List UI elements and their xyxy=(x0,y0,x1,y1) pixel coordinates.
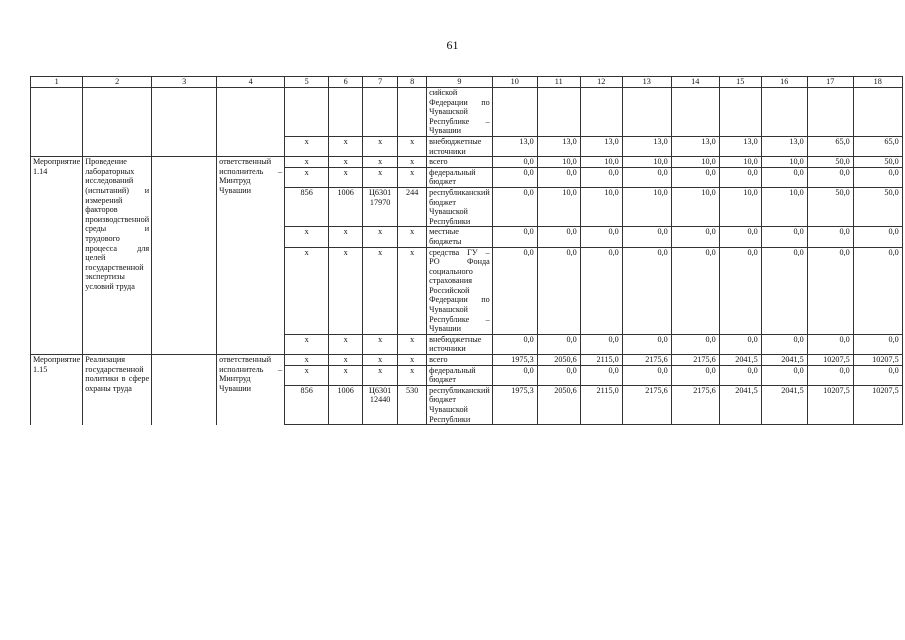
cell-empty xyxy=(83,88,152,157)
code-grbs: 856 xyxy=(285,385,329,424)
value-cell: 10,0 xyxy=(761,187,807,226)
column-number: 15 xyxy=(719,77,761,88)
value-cell: 0,0 xyxy=(537,247,580,334)
value-cell: 50,0 xyxy=(807,157,853,168)
value-cell: 2115,0 xyxy=(580,385,622,424)
column-number: 14 xyxy=(671,77,719,88)
cell-empty xyxy=(152,355,217,425)
value-cell: 2041,5 xyxy=(719,355,761,366)
code-section: х xyxy=(329,227,363,247)
funding-source: местные бюджеты xyxy=(427,227,493,247)
value-cell: 2175,6 xyxy=(671,385,719,424)
table-body xyxy=(31,77,903,425)
funding-source: всего xyxy=(427,355,493,366)
column-number: 17 xyxy=(807,77,853,88)
code-target: х xyxy=(363,167,398,187)
value-cell: 65,0 xyxy=(853,136,902,156)
budget-table xyxy=(30,76,903,425)
value-cell: 10,0 xyxy=(761,157,807,168)
code-grbs: х xyxy=(285,355,329,366)
column-number: 10 xyxy=(492,77,537,88)
value-cell: 0,0 xyxy=(853,167,902,187)
value-cell: 10207,5 xyxy=(807,355,853,366)
value-cell: 13,0 xyxy=(719,136,761,156)
cell-empty xyxy=(580,88,622,137)
value-cell: 0,0 xyxy=(807,334,853,354)
measure-name: Проведение лабораторных исследований (испытаний) и измерений факторов производственной среды и трудового процесса для целей государственной экспертизы условий труда xyxy=(83,157,152,355)
value-cell: 0,0 xyxy=(853,365,902,385)
column-number: 6 xyxy=(329,77,363,88)
value-cell: 2175,6 xyxy=(622,355,671,366)
code-expense-type: х xyxy=(398,157,427,168)
column-number: 2 xyxy=(83,77,152,88)
code-section: х xyxy=(329,136,363,156)
value-cell: 10207,5 xyxy=(853,355,902,366)
column-number-row xyxy=(31,77,903,88)
value-cell: 0,0 xyxy=(671,334,719,354)
column-number: 5 xyxy=(285,77,329,88)
value-cell: 13,0 xyxy=(761,136,807,156)
code-grbs: х xyxy=(285,365,329,385)
value-cell: 0,0 xyxy=(807,227,853,247)
value-cell: 0,0 xyxy=(671,167,719,187)
funding-source: федеральный бюджет xyxy=(427,167,493,187)
measure-executor: ответственный исполнитель – Минтруд Чувашии xyxy=(217,157,285,355)
value-cell: 13,0 xyxy=(580,136,622,156)
value-cell: 1975,3 xyxy=(492,385,537,424)
value-cell: 0,0 xyxy=(719,227,761,247)
value-cell: 10207,5 xyxy=(853,385,902,424)
value-cell: 0,0 xyxy=(492,247,537,334)
value-cell: 0,0 xyxy=(580,365,622,385)
value-cell: 0,0 xyxy=(671,227,719,247)
funding-source: внебюджетные источники xyxy=(427,334,493,354)
cell-empty xyxy=(853,88,902,137)
value-cell: 0,0 xyxy=(807,167,853,187)
cell-empty xyxy=(719,88,761,137)
value-cell: 10207,5 xyxy=(807,385,853,424)
value-cell: 0,0 xyxy=(671,365,719,385)
code-target: х xyxy=(363,365,398,385)
code-section: 1006 xyxy=(329,187,363,226)
value-cell: 10,0 xyxy=(580,157,622,168)
value-cell: 0,0 xyxy=(537,227,580,247)
page-number: 61 xyxy=(446,38,459,52)
value-cell: 2041,5 xyxy=(761,385,807,424)
column-number: 18 xyxy=(853,77,902,88)
value-cell: 0,0 xyxy=(492,187,537,226)
table-row xyxy=(31,355,903,366)
code-target: х xyxy=(363,136,398,156)
value-cell: 0,0 xyxy=(580,227,622,247)
code-target: х xyxy=(363,355,398,366)
code-grbs: х xyxy=(285,167,329,187)
value-cell: 0,0 xyxy=(671,247,719,334)
measure-name: Реализация государственной политики в сфере охраны труда xyxy=(83,355,152,425)
value-cell: 0,0 xyxy=(719,167,761,187)
value-cell: 50,0 xyxy=(853,187,902,226)
value-cell: 10,0 xyxy=(671,157,719,168)
code-section: х xyxy=(329,355,363,366)
code-expense-type: х xyxy=(398,167,427,187)
value-cell: 10,0 xyxy=(671,187,719,226)
value-cell: 0,0 xyxy=(761,365,807,385)
funding-source: средства ГУ – РО Фонда социального страхования Российской Федерации по Чувашской Республике – Чувашии xyxy=(427,247,493,334)
code-grbs: х xyxy=(285,227,329,247)
value-cell: 0,0 xyxy=(853,247,902,334)
value-cell: 0,0 xyxy=(719,247,761,334)
code-grbs: х xyxy=(285,157,329,168)
value-cell: 13,0 xyxy=(622,136,671,156)
cell-empty xyxy=(31,88,83,157)
cell-empty xyxy=(761,88,807,137)
value-cell: 0,0 xyxy=(492,334,537,354)
value-cell: 2115,0 xyxy=(580,355,622,366)
value-cell: 0,0 xyxy=(622,227,671,247)
value-cell: 0,0 xyxy=(761,167,807,187)
cell-empty xyxy=(622,88,671,137)
value-cell: 65,0 xyxy=(807,136,853,156)
value-cell: 2175,6 xyxy=(671,355,719,366)
cell-empty xyxy=(363,88,398,137)
cell-empty xyxy=(492,88,537,137)
value-cell: 0,0 xyxy=(622,247,671,334)
value-cell: 2041,5 xyxy=(761,355,807,366)
value-cell: 50,0 xyxy=(807,187,853,226)
value-cell: 2050,6 xyxy=(537,385,580,424)
cell-empty xyxy=(329,88,363,137)
code-section: х xyxy=(329,157,363,168)
column-number: 13 xyxy=(622,77,671,88)
code-expense-type: х xyxy=(398,136,427,156)
value-cell: 0,0 xyxy=(761,334,807,354)
value-cell: 10,0 xyxy=(622,157,671,168)
value-cell: 1975,3 xyxy=(492,355,537,366)
funding-source: республиканский бюджет Чувашской Республики xyxy=(427,187,493,226)
value-cell: 0,0 xyxy=(492,157,537,168)
cell-empty xyxy=(285,88,329,137)
value-cell: 0,0 xyxy=(761,247,807,334)
measure-executor: ответственный исполнитель – Минтруд Чувашии xyxy=(217,355,285,425)
code-section: х xyxy=(329,334,363,354)
code-section: х xyxy=(329,365,363,385)
column-number: 4 xyxy=(217,77,285,88)
code-section: х xyxy=(329,167,363,187)
code-target: х xyxy=(363,334,398,354)
value-cell: 10,0 xyxy=(719,187,761,226)
value-cell: 0,0 xyxy=(807,247,853,334)
column-number: 9 xyxy=(427,77,493,88)
value-cell: 10,0 xyxy=(622,187,671,226)
column-number: 12 xyxy=(580,77,622,88)
cell-empty xyxy=(807,88,853,137)
value-cell: 0,0 xyxy=(622,167,671,187)
value-cell: 0,0 xyxy=(719,334,761,354)
value-cell: 0,0 xyxy=(622,365,671,385)
value-cell: 0,0 xyxy=(537,365,580,385)
code-grbs: х xyxy=(285,334,329,354)
code-grbs: х xyxy=(285,247,329,334)
value-cell: 13,0 xyxy=(537,136,580,156)
value-cell: 0,0 xyxy=(580,167,622,187)
value-cell: 0,0 xyxy=(719,365,761,385)
value-cell: 0,0 xyxy=(853,334,902,354)
cell-empty xyxy=(537,88,580,137)
value-cell: 0,0 xyxy=(622,334,671,354)
column-number: 11 xyxy=(537,77,580,88)
measure-code: Мероприятие 1.15 xyxy=(31,355,83,425)
value-cell: 0,0 xyxy=(537,167,580,187)
code-target: Ц6301 17970 xyxy=(363,187,398,226)
measure-code: Мероприятие 1.14 xyxy=(31,157,83,355)
value-cell: 0,0 xyxy=(492,227,537,247)
funding-source: внебюджетные источники xyxy=(427,136,493,156)
code-expense-type: 530 xyxy=(398,385,427,424)
table-row xyxy=(31,157,903,168)
column-number: 7 xyxy=(363,77,398,88)
code-expense-type: х xyxy=(398,247,427,334)
value-cell: 0,0 xyxy=(807,365,853,385)
value-cell: 0,0 xyxy=(580,247,622,334)
cell-empty xyxy=(671,88,719,137)
continuation-row-source xyxy=(31,88,903,137)
column-number: 3 xyxy=(152,77,217,88)
cell-empty xyxy=(217,88,285,157)
column-number: 8 xyxy=(398,77,427,88)
value-cell: 10,0 xyxy=(580,187,622,226)
value-cell: 0,0 xyxy=(537,334,580,354)
value-cell: 0,0 xyxy=(761,227,807,247)
funding-source: всего xyxy=(427,157,493,168)
value-cell: 0,0 xyxy=(492,167,537,187)
value-cell: 10,0 xyxy=(537,157,580,168)
value-cell: 13,0 xyxy=(671,136,719,156)
value-cell: 2050,6 xyxy=(537,355,580,366)
value-cell: 2041,5 xyxy=(719,385,761,424)
code-section: х xyxy=(329,247,363,334)
code-expense-type: х xyxy=(398,355,427,366)
code-target: Ц6301 12440 xyxy=(363,385,398,424)
value-cell: 13,0 xyxy=(492,136,537,156)
cell-empty xyxy=(152,88,217,157)
column-number: 16 xyxy=(761,77,807,88)
code-target: х xyxy=(363,157,398,168)
code-target: х xyxy=(363,247,398,334)
code-expense-type: 244 xyxy=(398,187,427,226)
code-grbs: 856 xyxy=(285,187,329,226)
value-cell: 0,0 xyxy=(853,227,902,247)
funding-source: федеральный бюджет xyxy=(427,365,493,385)
value-cell: 0,0 xyxy=(492,365,537,385)
value-cell: 50,0 xyxy=(853,157,902,168)
code-expense-type: х xyxy=(398,227,427,247)
value-cell: 10,0 xyxy=(719,157,761,168)
value-cell: 0,0 xyxy=(580,334,622,354)
code-grbs: х xyxy=(285,136,329,156)
code-expense-type: х xyxy=(398,334,427,354)
funding-source: сийской Федерации по Чувашской Республике – Чувашии xyxy=(427,88,493,137)
code-expense-type: х xyxy=(398,365,427,385)
cell-empty xyxy=(152,157,217,355)
column-number: 1 xyxy=(31,77,83,88)
code-target: х xyxy=(363,227,398,247)
cell-empty xyxy=(398,88,427,137)
funding-source: республиканский бюджет Чувашской Республики xyxy=(427,385,493,424)
code-section: 1006 xyxy=(329,385,363,424)
value-cell: 10,0 xyxy=(537,187,580,226)
value-cell: 2175,6 xyxy=(622,385,671,424)
